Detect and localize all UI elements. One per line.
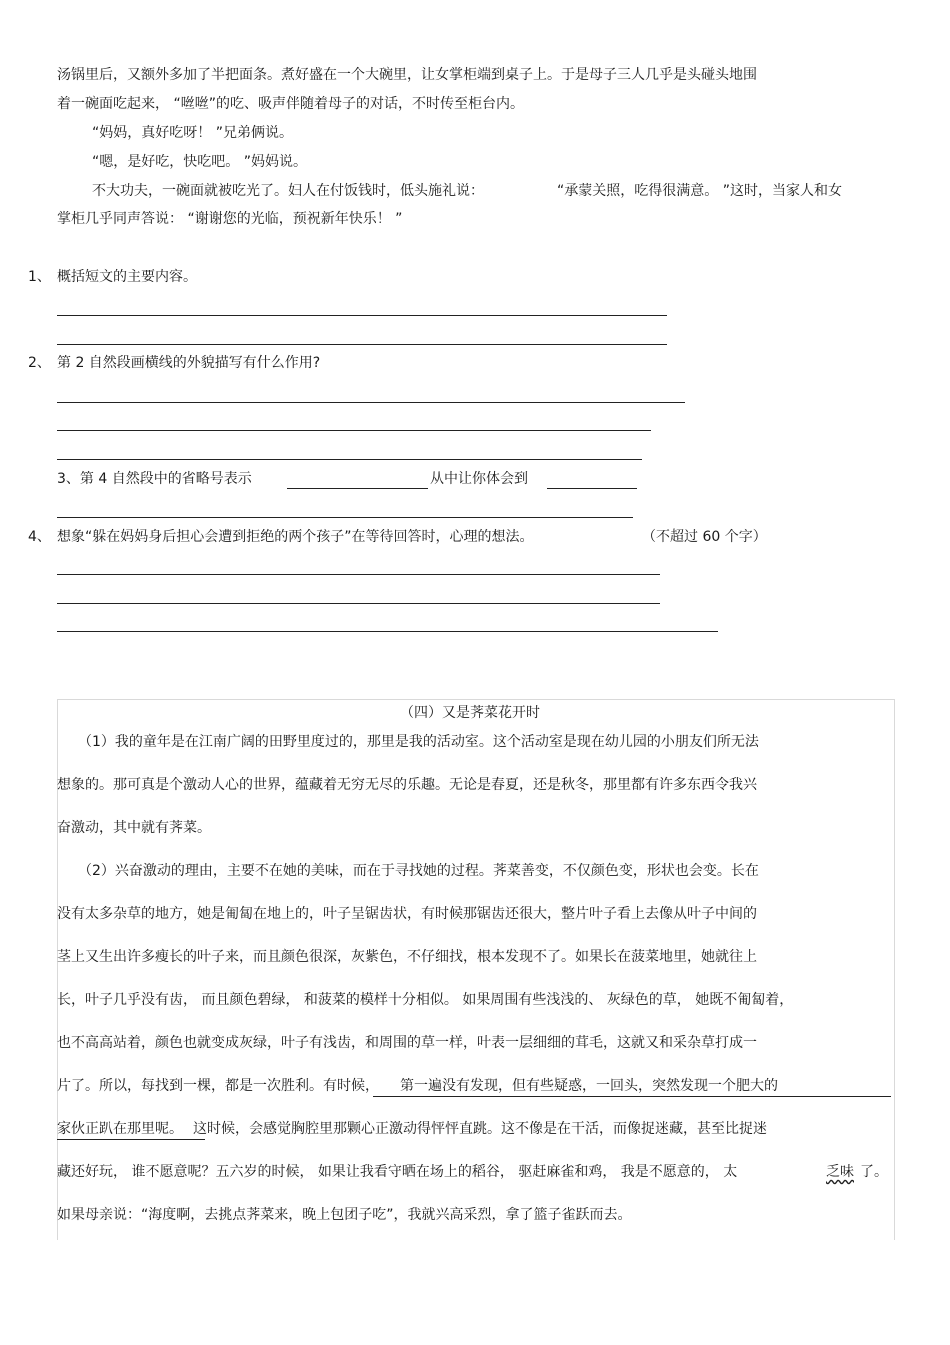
- story-line: 不大功夫，一碗面就被吃光了。妇人在付饭钱时，低头施礼说：: [92, 183, 484, 199]
- question-number: 4、: [28, 529, 51, 545]
- wavy-underlined-word: 乏味: [826, 1164, 854, 1180]
- passage-line: 茎上又生出许多瘦长的叶子来，而且颜色很深，灰紫色，不仔细找，根本发现不了。如果长在菠菜地里，她就往上: [57, 949, 757, 965]
- story-line: 着一碗面吃起来， “咝咝”的吃、吸声伴随着母子的对话，不时传至柜台内。: [57, 96, 524, 112]
- passage-line: （1）我的童年是在江南广阔的田野里度过的，那里是我的活动室。这个活动室是现在幼儿园的小朋友们所无法: [78, 734, 759, 750]
- answer-line[interactable]: [57, 631, 718, 632]
- answer-line[interactable]: [57, 517, 633, 518]
- question-text: 从中让你体会到: [430, 471, 528, 487]
- story-line: 掌柜几乎同声答说： “谢谢您的光临，预祝新年快乐！ ”: [57, 211, 403, 227]
- passage-line: 长，叶子几乎没有齿， 而且颜色碧绿， 和菠菜的模样十分相似。 如果周围有些浅浅的、 灰绿色的草， 她既不匍匐着，: [57, 992, 794, 1008]
- answer-line[interactable]: [57, 574, 660, 575]
- passage-line: 想象的。那可真是个激动人心的世界，蕴藏着无穷无尽的乐趣。无论是春夏，还是秋冬，那里都有许多东西令我兴: [57, 777, 757, 793]
- answer-line[interactable]: [57, 315, 667, 316]
- text-underline: [57, 1139, 205, 1140]
- question-number: 1、: [28, 269, 51, 285]
- question-note: （不超过 60 个字）: [642, 529, 767, 545]
- story-line: “妈妈，真好吃呀！ ”兄弟俩说。: [92, 125, 293, 141]
- question-text: 概括短文的主要内容。: [57, 269, 197, 285]
- underlined-description: 第一遍没有发现，但有些疑惑，一回头，突然发现一个肥大的: [400, 1078, 778, 1094]
- story-line: “承蒙关照，吃得很满意。 ”这时，当家人和女: [557, 183, 842, 199]
- question-text: 3、第 4 自然段中的省略号表示: [57, 471, 252, 487]
- passage-title: （四）又是荠菜花开时: [400, 705, 540, 721]
- answer-line[interactable]: [57, 430, 651, 431]
- answer-line[interactable]: [57, 603, 660, 604]
- blank-line[interactable]: [287, 488, 428, 489]
- story-line: 汤锅里后，又额外多加了半把面条。煮好盛在一个大碗里，让女掌柜端到桌子上。于是母子三人几乎是头碰头地围: [57, 67, 757, 83]
- passage-line: 这时候，会感觉胸腔里那颗心正激动得怦怦直跳。这不像是在干活，而像捉迷藏，甚至比捉迷: [193, 1121, 767, 1137]
- answer-line[interactable]: [57, 402, 685, 403]
- question-text: 第 2 自然段画横线的外貌描写有什么作用?: [57, 355, 321, 371]
- answer-line[interactable]: [57, 459, 642, 460]
- passage-line: 没有太多杂草的地方，她是匍匐在地上的，叶子呈锯齿状，有时候那锯齿还很大，整片叶子看上去像从叶子中间的: [57, 906, 757, 922]
- question-text: 想象“躲在妈妈身后担心会遭到拒绝的两个孩子”在等待回答时，心理的想法。: [57, 529, 534, 545]
- answer-line[interactable]: [57, 344, 667, 345]
- passage-line: 也不高高站着，颜色也就变成灰绿，叶子有浅齿，和周围的草一样，叶表一层细细的茸毛，这就又和采杂草打成一: [57, 1035, 757, 1051]
- passage-line: 片了。所以，每找到一棵，都是一次胜利。有时候，: [57, 1078, 379, 1094]
- passage-line: 藏还好玩， 谁不愿意呢？五六岁的时候， 如果让我看守晒在场上的稻谷， 驱赶麻雀和鸡， 我是不愿意的， 太: [57, 1164, 738, 1180]
- passage-line: 奋激动，其中就有荠菜。: [57, 820, 211, 836]
- underlined-description: 家伙正趴在那里呢。: [57, 1121, 183, 1137]
- blank-line[interactable]: [547, 488, 637, 489]
- passage-line: 了。: [860, 1164, 888, 1180]
- passage-line: 如果母亲说：“海度啊，去挑点荠菜来，晚上包团子吃”，我就兴高采烈，拿了篮子雀跃而去。: [57, 1207, 632, 1223]
- text-underline: [373, 1096, 891, 1097]
- story-line: “嗯，是好吃，快吃吧。 ”妈妈说。: [92, 154, 307, 170]
- question-number: 2、: [28, 355, 51, 371]
- passage-line: （2）兴奋激动的理由，主要不在她的美味，而在于寻找她的过程。荠菜善变，不仅颜色变，形状也会变。长在: [78, 863, 759, 879]
